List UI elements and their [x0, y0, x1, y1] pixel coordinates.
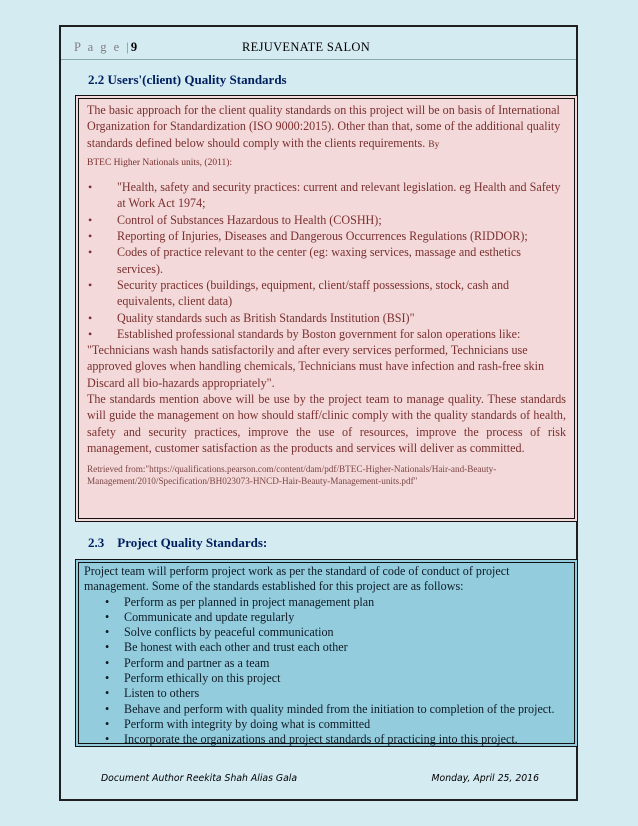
page-footer: [101, 773, 539, 784]
page-number: 9: [130, 40, 138, 54]
bullet-icon: •: [88, 310, 93, 325]
list-item: • Reporting of Injuries, Diseases and Dangerous Occurrences Regulations (RIDDOR);: [88, 229, 528, 244]
section-heading-project-quality: [88, 535, 267, 551]
technician-quote: "Technicians wash hands satisfactorily and after every services performed, Technicians use approved gloves when handling chemicals, Technicians must have infection and rash-free skin Discard all bio-hazards appropriately".: [87, 343, 545, 390]
intro-text: The basic approach for the client quality standards on this project will be on basis of International Organization for Standardization (ISO 9000:2015). Other than that, some of the additional quality standards defined below should comply with the clients requirements.: [87, 103, 561, 150]
list-item: • Incorporate the organizations and project standards of practicing into this project.: [105, 732, 518, 747]
bullet-icon: •: [105, 609, 110, 624]
list-item: • Listen to others: [105, 686, 200, 701]
client-standards-intro: [87, 102, 566, 171]
client-standards-list: [87, 179, 566, 342]
bullet-icon: •: [105, 716, 110, 731]
list-item: • Be honest with each other and trust each other: [105, 640, 348, 655]
footer-date: Monday, April 25, 2016: [431, 773, 539, 784]
bullet-icon: •: [105, 625, 110, 640]
list-item: • Perform ethically on this project: [105, 671, 281, 686]
project-standards-box: [75, 559, 578, 747]
bullet-icon: •: [105, 671, 110, 686]
footer-author: Document Author Reekita Shah Alias Gala: [101, 773, 298, 784]
bullet-icon: •: [88, 229, 93, 244]
bullet-icon: •: [88, 326, 93, 341]
header-divider: [61, 59, 576, 60]
list-item: • Security practices (buildings, equipment, client/staff possessions, stock, cash and equivalents, client data): [88, 277, 510, 309]
client-standards-box: [75, 95, 578, 522]
list-item: • "Health, safety and security practices: current and relevant legislation. eg Health and Safety at Work Act 1974;: [88, 180, 561, 211]
list-item: • Perform as per planned in project management plan: [105, 594, 375, 609]
bullet-icon: •: [105, 701, 110, 716]
bullet-icon: •: [88, 245, 93, 260]
section-title: Project Quality Standards:: [117, 535, 268, 550]
list-item: • Behave and perform with quality minded from the initiation to completion of the project.: [105, 701, 555, 716]
list-item: • Perform with integrity by doing what is committed: [105, 716, 371, 731]
page-header: [74, 40, 564, 55]
section-heading-users-quality: 2.2 Users'(client) Quality Standards: [88, 72, 287, 87]
bullet-icon: •: [105, 732, 110, 747]
intro-by: By: [428, 139, 440, 150]
bullet-icon: •: [88, 212, 93, 227]
bullet-icon: •: [105, 594, 110, 609]
list-item: • Control of Substances Hazardous to Health (COSHH);: [88, 212, 382, 227]
section-number: 2.3: [88, 535, 105, 550]
bullet-icon: •: [105, 655, 110, 670]
intro-source: BTEC Higher Nationals units, (2011):: [87, 157, 233, 168]
document-title: REJUVENATE SALON: [242, 40, 371, 54]
standards-paragraph: The standards mention above will be use by the project team to manage quality. These standards will guide the management on how should staff/clinic comply with the quality standards of health, safety and security practices, improve the use of resources, improve the process of risk management, customer satisfaction as the products and services will deliver as committed.: [87, 392, 566, 455]
project-standards-intro: Project team will perform project work as per the standard of code of conduct of project management. Some of the standards established for this project are as follows:: [84, 564, 510, 594]
list-item: • Established professional standards by Boston government for salon operations like:: [88, 326, 521, 341]
list-item: • Communicate and update regularly: [105, 609, 295, 624]
retrieved-from-citation: Retrieved from:"https://qualifications.pearson.com/content/dam/pdf/BTEC-Higher-Nationals/Hair-and-Beauty-Management/2010/Specification/BH023073-HNCD-Hair-Beauty-Management-units.pdf": [87, 464, 497, 487]
list-item: • Quality standards such as British Standards Institution (BSI)": [88, 310, 415, 325]
bullet-icon: •: [105, 686, 110, 701]
bullet-icon: •: [105, 640, 110, 655]
list-item: • Perform and partner as a team: [105, 655, 270, 670]
project-standards-list: [84, 595, 569, 748]
page-label: P a g e |: [74, 40, 131, 54]
bullet-icon: •: [88, 277, 93, 292]
list-item: • Solve conflicts by peaceful communication: [105, 625, 334, 640]
bullet-icon: •: [88, 180, 93, 195]
list-item: • Codes of practice relevant to the center (eg: waxing services, massage and esthetics services).: [88, 245, 521, 276]
